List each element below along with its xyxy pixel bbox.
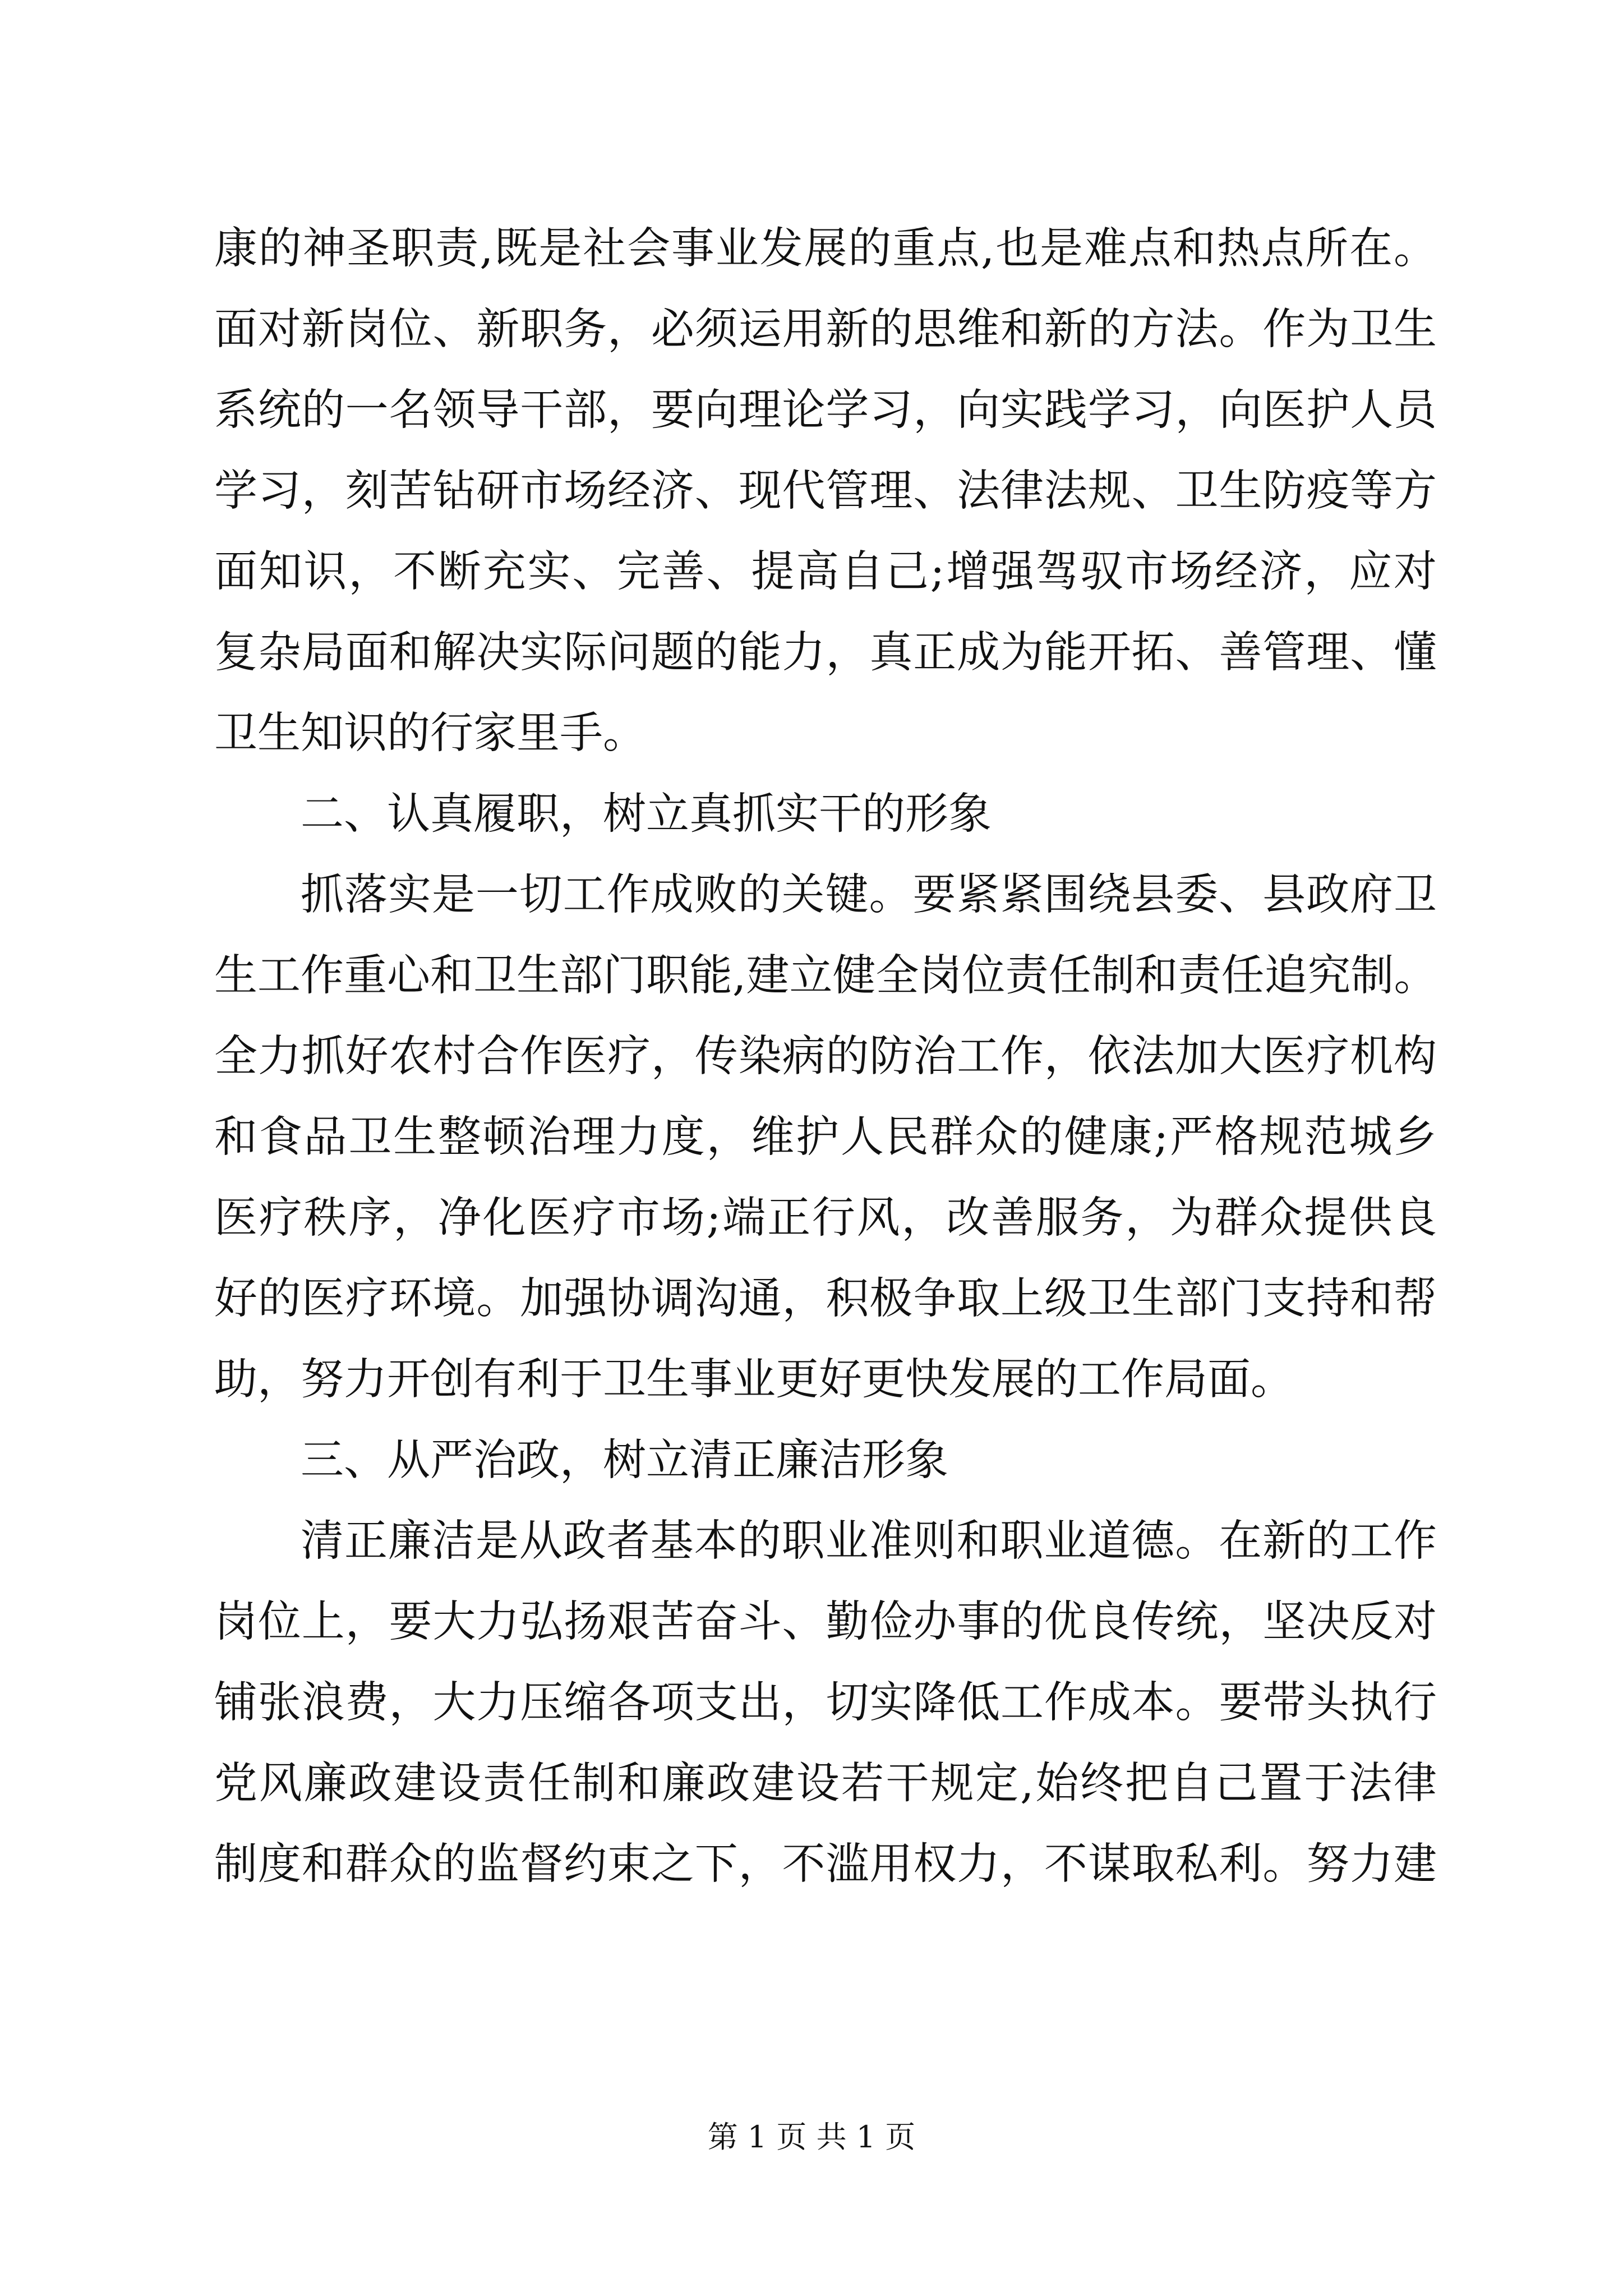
text-line: 助，努力开创有利于卫生事业更好更快发展的工作局面。 [214, 1355, 1294, 1405]
text-line: 康的神圣职责,既是社会事业发展的重点,也是难点和热点所在。 [214, 224, 1437, 274]
text-line: 全力抓好农村合作医疗，传染病的防治工作，依法加大医疗机构 [214, 1032, 1437, 1082]
section-heading: 二、认真履职，树立真抓实干的形象 [301, 789, 992, 839]
text-line: 复杂局面和解决实际问题的能力，真正成为能开拓、善管理、懂 [214, 628, 1437, 678]
section-heading: 三、从严治政，树立清正廉洁形象 [301, 1435, 948, 1485]
text-line: 医疗秩序，净化医疗市场;端正行风，改善服务，为群众提供良 [214, 1193, 1437, 1243]
text-line: 制度和群众的监督约束之下，不滥用权力，不谋取私利。努力建 [214, 1839, 1437, 1889]
text-line: 清正廉洁是从政者基本的职业准则和职业道德。在新的工作 [301, 1516, 1437, 1566]
text-line: 岗位上，要大力弘扬艰苦奋斗、勤俭办事的优良传统，坚决反对 [214, 1597, 1437, 1647]
text-line: 生工作重心和卫生部门职能,建立健全岗位责任制和责任追究制。 [214, 951, 1437, 1001]
text-line: 铺张浪费，大力压缩各项支出，切实降低工作成本。要带头执行 [214, 1678, 1437, 1728]
text-line: 学习，刻苦钻研市场经济、现代管理、法律法规、卫生防疫等方 [214, 466, 1437, 516]
text-line: 系统的一名领导干部，要向理论学习，向实践学习，向医护人员 [214, 385, 1437, 435]
text-line: 抓落实是一切工作成败的关键。要紧紧围绕县委、县政府卫 [301, 870, 1437, 920]
text-line: 和食品卫生整顿治理力度，维护人民群众的健康;严格规范城乡 [214, 1112, 1437, 1162]
text-line: 面知识，不断充实、完善、提高自己;增强驾驭市场经济，应对 [214, 547, 1437, 597]
text-line: 面对新岗位、新职务，必须运用新的思维和新的方法。作为卫生 [214, 305, 1437, 355]
page-number-footer: 第 1 页 共 1 页 [707, 2119, 916, 2155]
text-line: 好的医疗环境。加强协调沟通，积极争取上级卫生部门支持和帮 [214, 1274, 1437, 1324]
text-line: 党风廉政建设责任制和廉政建设若干规定,始终把自己置于法律 [214, 1759, 1437, 1809]
document-body [214, 209, 1437, 1905]
text-line: 卫生知识的行家里手。 [214, 708, 646, 758]
